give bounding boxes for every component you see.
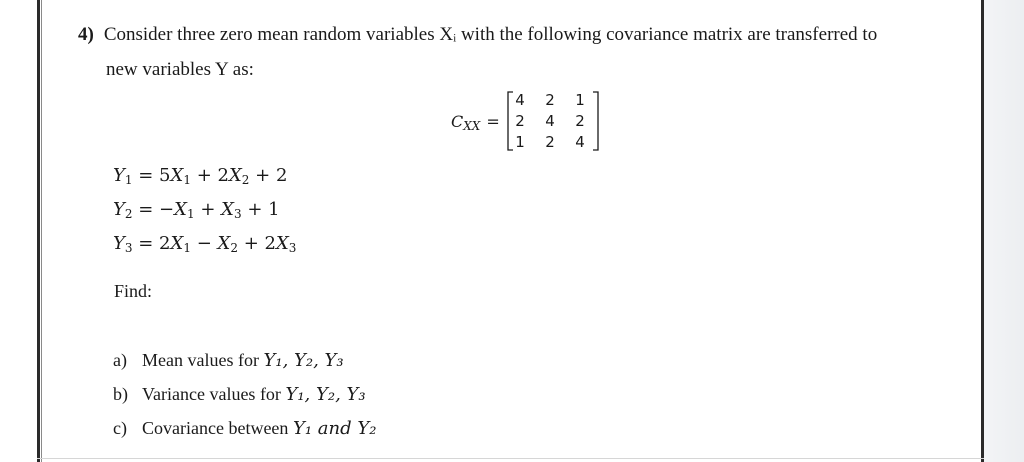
matrix-cell: 4	[515, 91, 525, 109]
question-line-1	[78, 23, 877, 47]
covariance-matrix	[506, 90, 600, 152]
matrix-cell: 2	[545, 133, 555, 151]
matrix-cell: 1	[575, 91, 585, 109]
equation-y1: $Y_1 = 5X_1 + 2X_2 + 2$	[113, 165, 288, 187]
list-item-c: c) Covariance between Y₁ and Y₂	[113, 418, 377, 439]
matrix-cell: 4	[545, 112, 555, 130]
matrix-cell: 2	[545, 91, 555, 109]
list-item-a: a) Mean values for Y₁, Y₂, Y₃	[113, 350, 344, 371]
window-edge	[984, 0, 1024, 462]
list-item-b: b) Variance values for Y₁, Y₂, Y₃	[113, 384, 366, 405]
equation-y3: $Y_3 = 2X_1 - X_2 + 2X_3$	[113, 233, 297, 255]
matrix-cell: 2	[515, 112, 525, 130]
matrix-cell: 2	[575, 112, 585, 130]
matrix-cell: 1	[515, 133, 525, 151]
matrix-cell: 4	[575, 133, 585, 151]
question-line-2: new variables Y as:	[106, 59, 254, 80]
question-text: Consider three zero mean random variables Xᵢ with the following covariance matrix are transferred to	[103, 24, 878, 45]
question-number: 4)	[78, 24, 94, 45]
matrix-label: $C_{XX}$ =	[451, 112, 500, 133]
bottom-divider	[37, 458, 984, 459]
inner-border	[41, 0, 42, 462]
equation-y2: $Y_2 = -X_1 + X_3 + 1$	[113, 199, 280, 221]
find-label: Find:	[114, 281, 153, 301]
